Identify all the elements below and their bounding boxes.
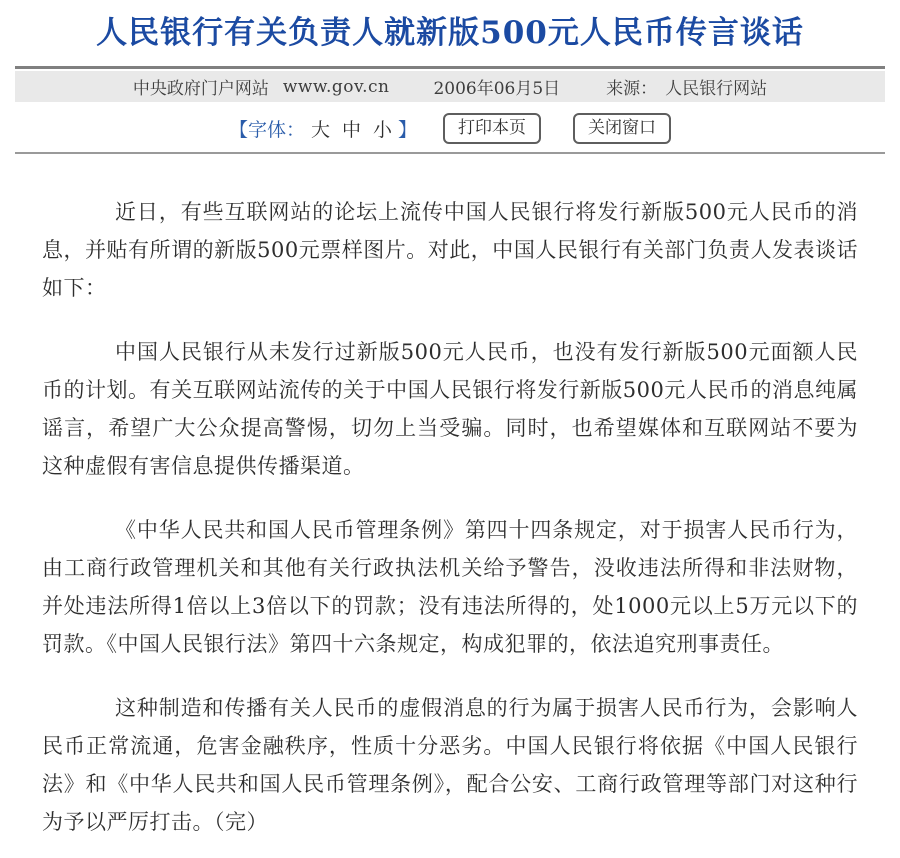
- source-label: 来源：: [606, 79, 658, 99]
- font-size-medium-link[interactable]: 中: [341, 118, 361, 141]
- publish-date: 2006年06月5日: [433, 79, 561, 99]
- source-value: 人民银行网站: [665, 79, 768, 99]
- site-url: www.gov.cn: [282, 76, 390, 97]
- article-paragraph: 这种制造和传播有关人民币的虚假消息的行为属于损害人民币行为，会影响人民币正常流通，危害金融秩序，性质十分恶劣。中国人民银行将依据《中国人民银行法》和《中华人民共和国人民币管理条例》，配合公安、工商行政管理等部门对这种行为予以严厉打击。（完）: [42, 696, 858, 834]
- font-size-large-link[interactable]: 大: [310, 118, 330, 141]
- font-size-small-link[interactable]: 小: [373, 118, 393, 141]
- page-title: 人民银行有关负责人就新版500元人民币传言谈话: [96, 15, 804, 51]
- site-name: 中央政府门户网站: [132, 79, 269, 99]
- font-size-controls: [229, 115, 417, 142]
- article-paragraph: 近日，有些互联网站的论坛上流传中国人民银行将发行新版500元人民币的消息，并贴有所谓的新版500元票样图片。对此，中国人民银行有关部门负责人发表谈话如下：: [42, 200, 858, 300]
- font-label-close-bracket: 】: [398, 118, 418, 141]
- article-paragraph: 中国人民银行从未发行过新版500元人民币，也没有发行新版500元面额人民币的计划。有关互联网站流传的关于中国人民银行将发行新版500元人民币的消息纯属谣言，希望广大公众提高警惕，切勿上当受骗。同时，也希望媒体和互联网站不要为这种虚假有害信息提供传播渠道。: [42, 340, 858, 478]
- top-divider: [15, 66, 885, 69]
- article-paragraph: 《中华人民共和国人民币管理条例》第四十四条规定，对于损害人民币行为，由工商行政管理机关和其他有关行政执法机关给予警告，没收违法所得和非法财物，并处违法所得1倍以上3倍以下的罚款；没有违法所得的，处1000元以上5万元以下的罚款。《中国人民银行法》第四十六条规定，构成犯罪的，依法追究刑事责任。: [42, 518, 858, 656]
- print-page-button[interactable]: 打印本页: [443, 113, 541, 144]
- font-label-open-bracket: 【字体：: [228, 118, 305, 141]
- article-body: [0, 154, 900, 841]
- toolbar: [0, 113, 900, 143]
- close-window-button[interactable]: 关闭窗口: [573, 113, 671, 144]
- meta-bar: [15, 71, 885, 102]
